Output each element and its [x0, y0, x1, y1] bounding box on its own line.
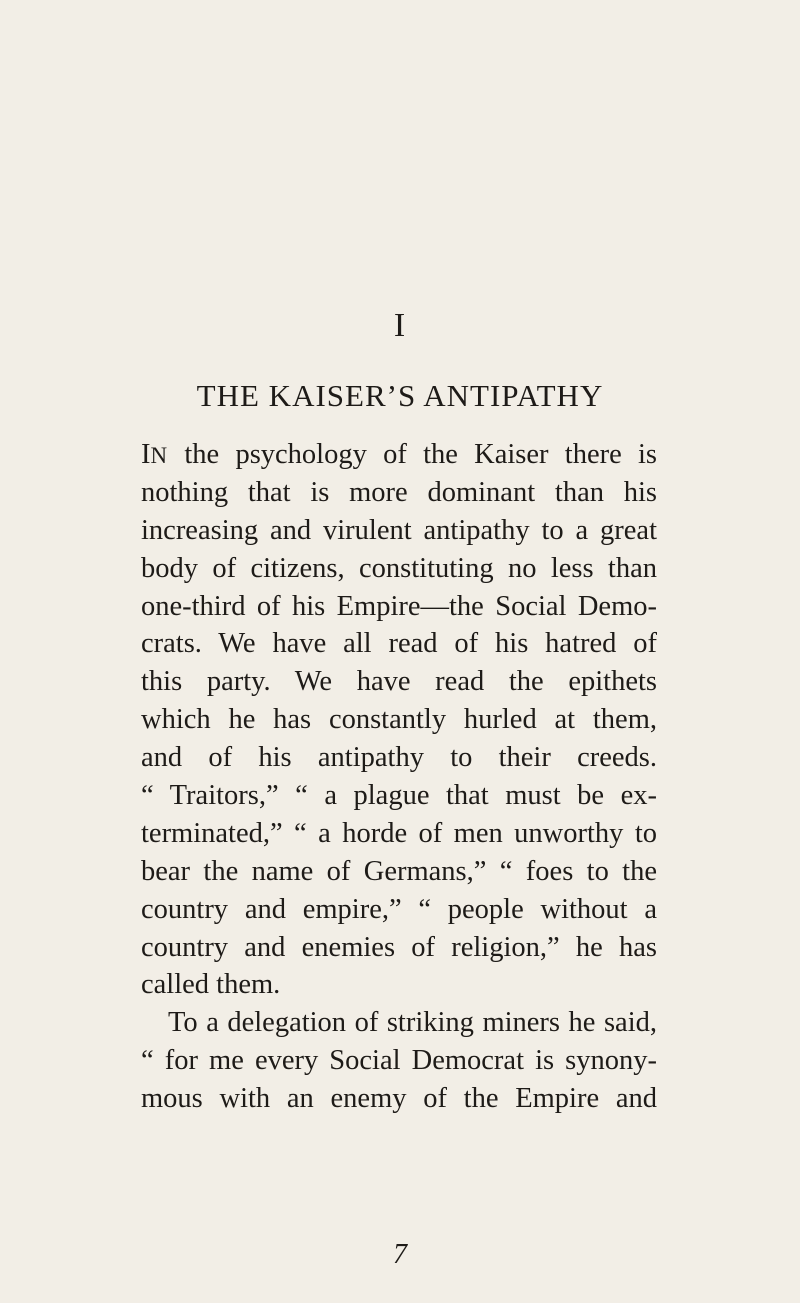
text-line: [141, 436, 657, 474]
opening-word-initial: I: [141, 439, 151, 470]
paragraph-1: [141, 436, 657, 1004]
text-line: country and empire,” “ people without a: [141, 893, 657, 925]
text-line: which he has constantly hurled at them,: [141, 704, 657, 736]
paragraph-2: [141, 1004, 657, 1118]
text-line-content: the psychology of the Kaiser there is: [168, 439, 657, 470]
text-line: one-third of his Empire—the Social Demo-: [141, 590, 657, 622]
text-line: terminated,” “ a horde of men unworthy to: [141, 817, 657, 849]
body-text: [141, 436, 657, 1118]
text-line: country and enemies of religion,” he has: [141, 931, 657, 963]
text-line: nothing that is more dominant than his: [141, 476, 657, 508]
chapter-title: THE KAISER’S ANTIPATHY: [196, 378, 604, 413]
text-line: called them.: [141, 969, 281, 1001]
opening-word-smallcaps: N: [150, 443, 169, 468]
text-line: “ for me every Social Democrat is synony-: [141, 1045, 657, 1077]
chapter-number: I: [393, 307, 407, 344]
text-line: “ Traitors,” “ a plague that must be ex-: [141, 780, 657, 812]
text-line: bear the name of Germans,” “ foes to the: [141, 855, 657, 887]
text-line: mous with an enemy of the Empire and: [141, 1083, 657, 1115]
text-line: To a delegation of striking miners he said,: [168, 1007, 657, 1039]
text-line: body of citizens, constituting no less than: [141, 552, 657, 584]
page-number: 7: [393, 1239, 407, 1270]
text-line: increasing and virulent antipathy to a great: [141, 514, 657, 546]
text-line: this party. We have read the epithets: [141, 666, 657, 698]
text-line: and of his antipathy to their creeds.: [141, 742, 657, 774]
text-line: crats. We have all read of his hatred of: [141, 628, 657, 660]
